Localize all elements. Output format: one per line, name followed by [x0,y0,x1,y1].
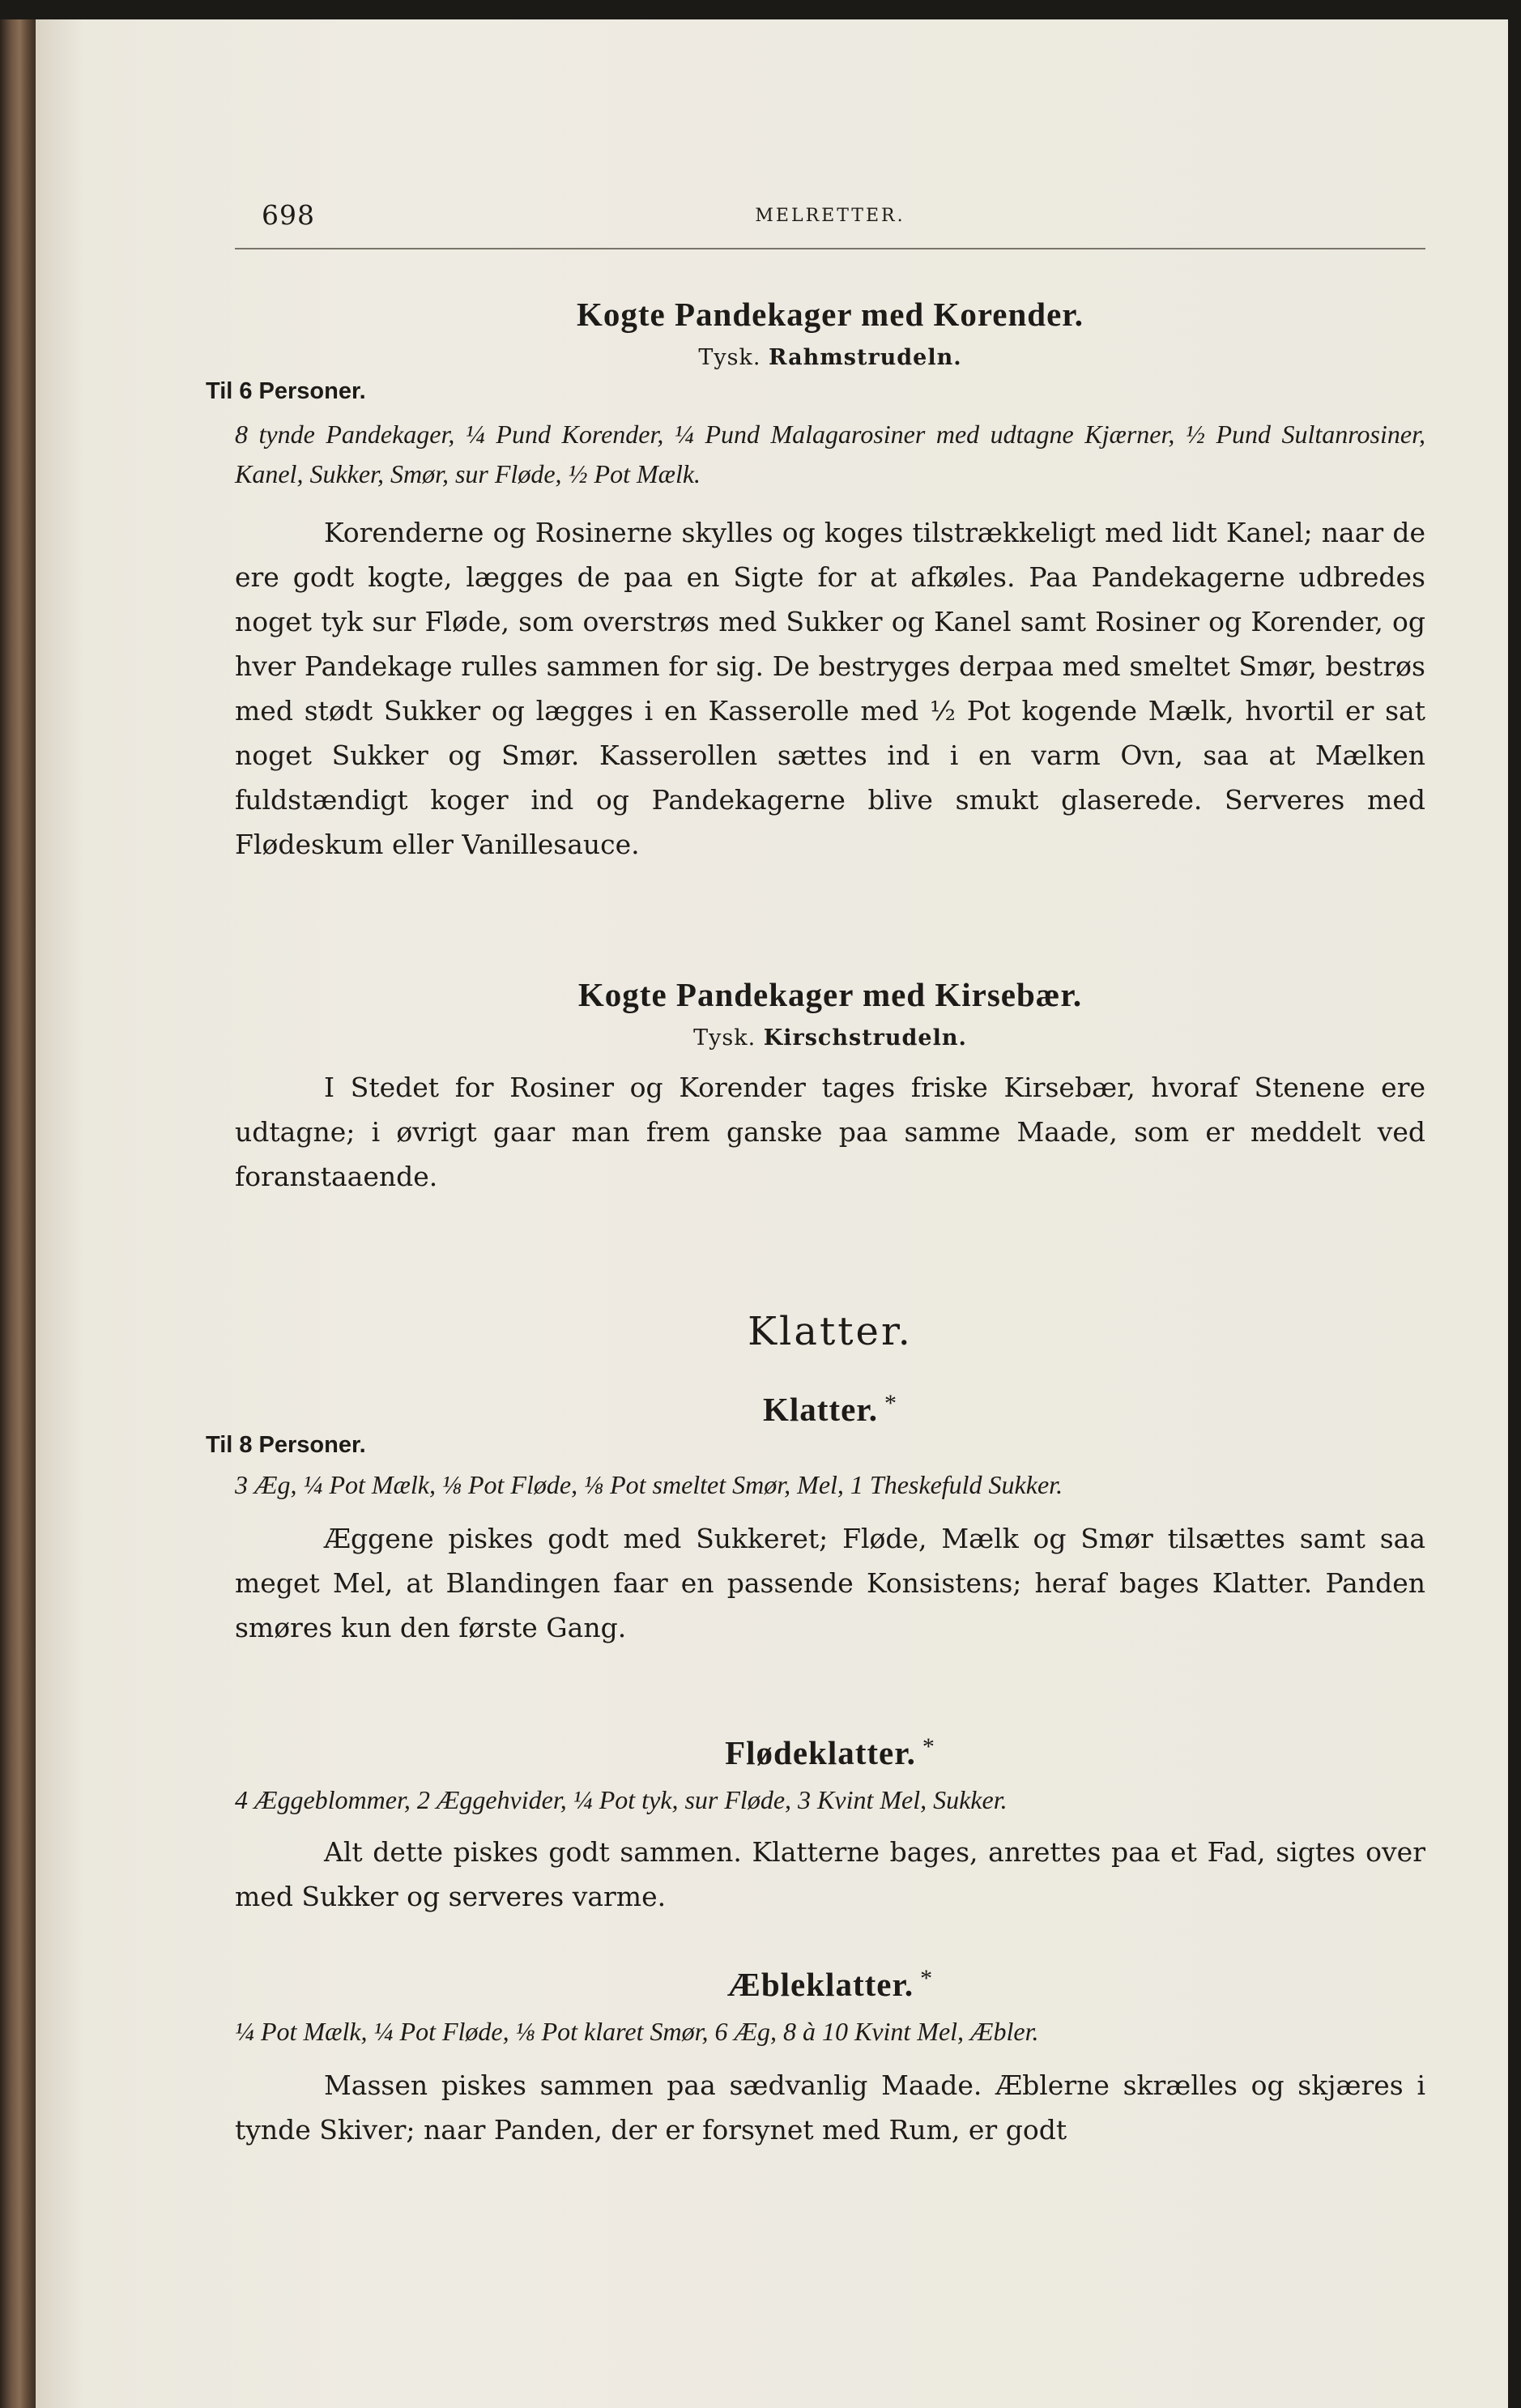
star-mark: * [920,1965,934,1992]
recipe-title: Kogte Pandekager med Korender. [577,296,1084,333]
instructions: Æggene piskes godt med Sukkeret; Fløde, Mælk og Smør tilsættes samt saa meget Mel, at Blandingen faar en passende Konsistens; heraf bages Klatter. Panden smøres kun den første Gang. [235,1523,1425,1643]
running-header [235,199,1425,232]
german-name [235,345,1425,370]
star-mark: * [884,1390,897,1417]
recipe-title-text: Flødeklatter. [725,1734,916,1771]
german-title: Rahmstrudeln. [769,345,962,370]
recipe-title-text: Klatter. [763,1391,878,1428]
recipe-klatter [206,1390,1425,1650]
german-prefix: Tysk. [698,345,761,370]
ingredients: ¼ Pot Mælk, ¼ Pot Fløde, ⅛ Pot klaret Smør, 6 Æg, 8 à 10 Kvint Mel, Æbler. [235,2017,1039,2046]
recipe-title [235,1965,1425,2004]
servings: Til 8 Personer. [206,1432,366,1458]
recipe-flodeklatter [235,1733,1425,1919]
book-binding [0,19,36,2408]
german-name [235,1025,1425,1051]
section-title: Klatter. [748,1309,913,1354]
running-title: MELRETTER. [755,206,905,226]
recipe-pandekager-korender [206,295,1425,867]
recipe-title: Kogte Pandekager med Kirsebær. [577,976,1083,1013]
german-prefix: Tysk. [693,1025,756,1051]
ingredients: 8 tynde Pandekager, ¼ Pund Korender, ¼ Pund Malagarosiner med udtagne Kjærner, ½ Pund Sultanrosiner, Kanel, Sukker, Smør, sur Fløde, ½ Pot Mælk. [235,420,1425,488]
ingredients: 4 Æggeblommer, 2 Æggehvider, ¼ Pot tyk, sur Fløde, 3 Kvint Mel, Sukker. [235,1785,1008,1814]
instructions: Alt dette piskes godt sammen. Klatterne bages, anrettes paa et Fad, sigtes over med Sukker og serveres varme. [235,1836,1425,1912]
ingredients: 3 Æg, ¼ Pot Mælk, ⅛ Pot Fløde, ⅛ Pot smeltet Smør, Mel, 1 Theskefuld Sukker. [235,1470,1063,1499]
instructions: I Stedet for Rosiner og Korender tages friske Kirsebær, hvoraf Stenene ere udtagne; i øvrigt gaar man frem ganske paa samme Maade, som er meddelt ved foranstaaende. [235,1072,1425,1192]
servings: Til 6 Personer. [206,378,366,404]
recipe-aebleklatter [235,1965,1425,2152]
book-page [36,19,1508,2408]
recipe-pandekager-kirsebaer [235,975,1425,1199]
header-rule [235,248,1425,249]
instructions: Korenderne og Rosinerne skylles og koges tilstrækkeligt med lidt Kanel; naar de ere godt kogte, lægges de paa en Sigte for at afkøles. Paa Pandekagerne udbredes noget tyk sur Fløde, som overstrøs med Sukker og Kanel samt Rosiner og Korender, og hver Pandekage rulles sammen for sig. De bestryges derpaa med smeltet Smør, bestrøs med stødt Sukker og lægges i en Kasserolle med ½ Pot kogende Mælk, hvortil er sat noget Sukker og Smør. Kasserollen sættes ind i en varm Ovn, saa at Mælken fuldstændigt koger ind og Pandekagerne blive smukt glaserede. Serveres med Flødeskum eller Vanillesauce. [235,517,1425,860]
instructions: Massen piskes sammen paa sædvanlig Maade. Æblerne skrælles og skjæres i tynde Skiver; naar Panden, der er forsynet med Rum, er godt [235,2069,1425,2146]
page-number: 698 [262,199,315,231]
star-mark: * [922,1733,935,1760]
recipe-title-text: Æbleklatter. [726,1966,914,2003]
recipe-title [235,1390,1425,1429]
recipe-title [235,1733,1425,1772]
german-title: Kirschstrudeln. [763,1025,967,1051]
